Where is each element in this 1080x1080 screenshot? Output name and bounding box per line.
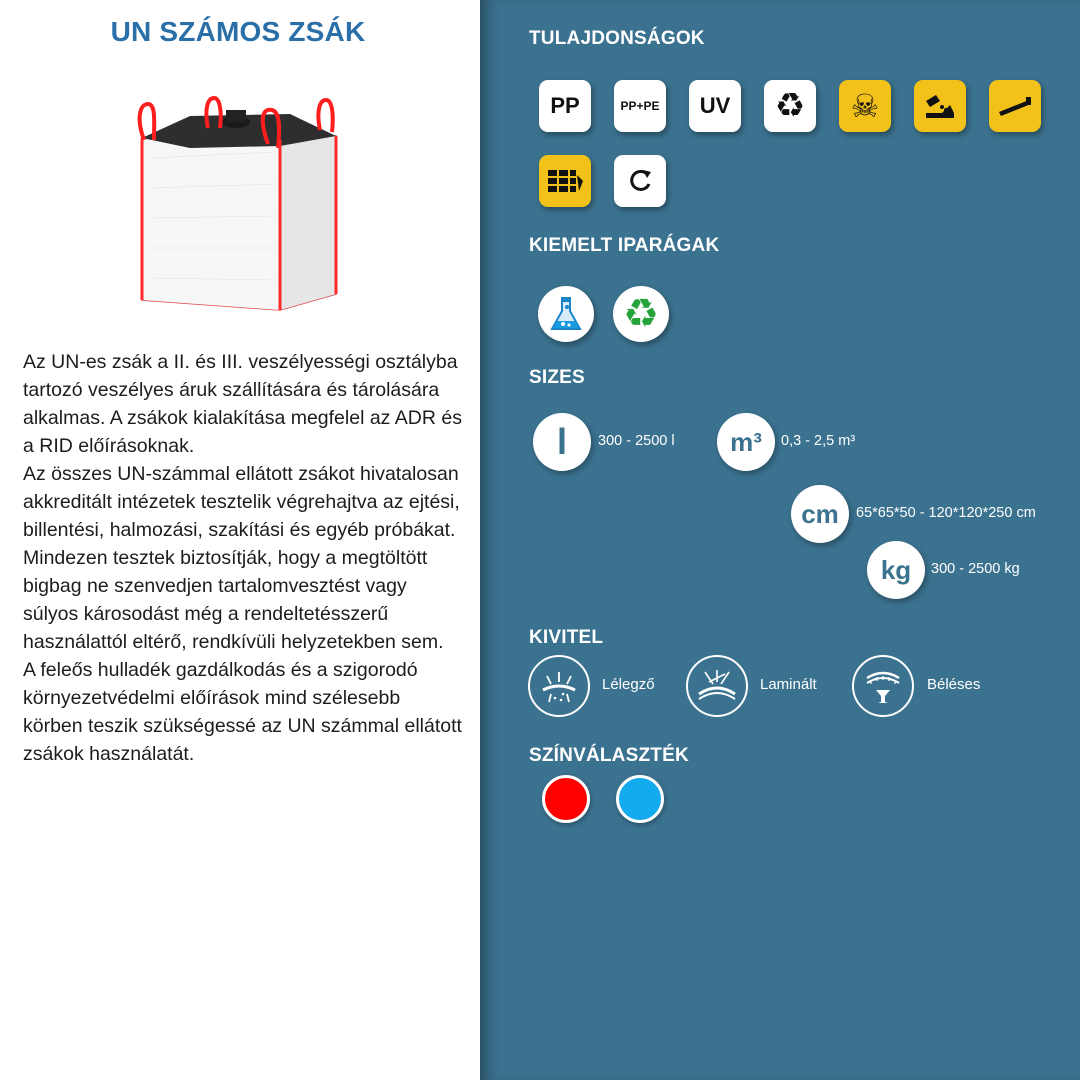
bigbag-product-image — [130, 88, 350, 320]
reusable-icon — [614, 155, 666, 207]
kilogram-unit-icon: kg — [867, 541, 925, 599]
properties-title: TULAJDONSÁGOK — [529, 28, 705, 49]
specs-panel — [480, 0, 1080, 1080]
colors-title: SZÍNVÁLASZTÉK — [529, 745, 689, 766]
breathable-label: Lélegző — [602, 676, 655, 693]
liter-unit-icon: l — [533, 413, 591, 471]
product-info-panel — [0, 0, 480, 1080]
volume-cubic-meter-value: 0,3 - 2,5 m³ — [781, 433, 856, 449]
laminated-label: Laminált — [760, 676, 817, 693]
weight-value: 300 - 2500 kg — [931, 561, 1020, 577]
recycle-icon: ♻ — [764, 80, 816, 132]
chemistry-flask-icon — [538, 286, 594, 342]
centimeter-unit-icon: cm — [791, 485, 849, 543]
pp-icon: PP — [539, 80, 591, 132]
color-swatch-blue[interactable] — [616, 775, 664, 823]
corrosive-icon — [914, 80, 966, 132]
description-paragraph: A feleős hulladék gazdálkodás és a szigorodó környezetvédelmi előírások mind szélesebb körben teszik szükségessé az UN számmal ellátott zsákok használatát. — [23, 659, 462, 765]
product-title: UN SZÁMOS ZSÁK — [110, 16, 366, 47]
lined-label: Béléses — [927, 676, 981, 693]
lined-icon — [852, 655, 914, 717]
color-swatch-red[interactable] — [542, 775, 590, 823]
description-paragraph: Az UN-es zsák a II. és III. veszélyességi osztályba tartozó veszélyes áruk szállítására és tárolására alkalmas. A zsákok kialakítása megfelel az ADR és a RID előírásoknak. — [23, 351, 462, 457]
dimensions-value: 65*65*50 - 120*120*250 cm — [856, 505, 1036, 521]
volume-liter-value: 300 - 2500 l — [598, 433, 675, 449]
laminated-icon — [686, 655, 748, 717]
uv-icon: UV — [689, 80, 741, 132]
oil-barrel-icon — [539, 155, 591, 207]
finish-title: KIVITEL — [529, 627, 604, 648]
sizes-title: SIZES — [529, 367, 585, 388]
description-paragraph: Az összes UN-számmal ellátott zsákot hivatalosan akkreditált intézetek tesztelik végrehajtva az ejtési, billentési, halmozási, szakítási és egyéb próbákat. Mindezen tesztek biztosítják, hogy a megtöltött bigbag ne szenvedjen tartalomvesztést vagy súlyos károsodást még a rendeltetésszerű használattól eltérő, rendkívüli helyzetekben sem. — [23, 463, 460, 653]
cubic-meter-unit-icon: m³ — [717, 413, 775, 471]
product-description — [23, 348, 463, 768]
pipe-icon — [989, 80, 1041, 132]
toxic-icon: ☠ — [839, 80, 891, 132]
industries-title: KIEMELT IPARÁGAK — [529, 235, 720, 256]
green-recycle-icon: ♻ — [613, 286, 669, 342]
breathable-icon — [528, 655, 590, 717]
pp-pe-icon: PP+PE — [614, 80, 666, 132]
